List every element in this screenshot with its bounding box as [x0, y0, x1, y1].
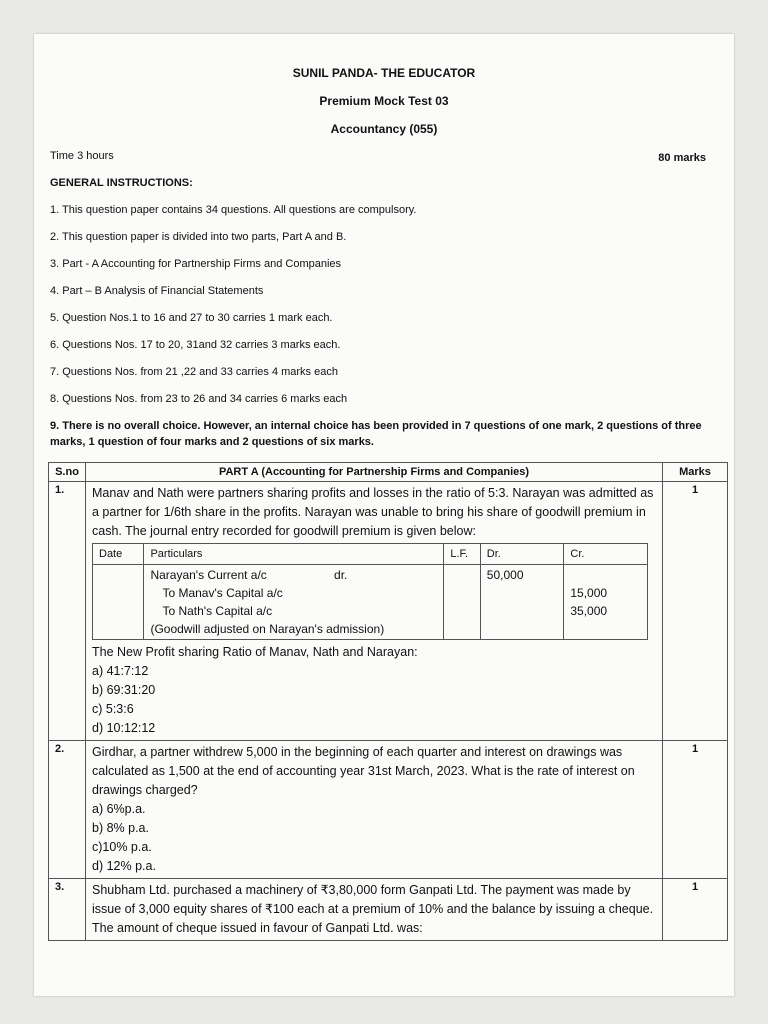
question-paper — [34, 34, 734, 996]
instruction-item: 5. Question Nos.1 to 16 and 27 to 30 carries 1 mark each. — [50, 312, 333, 324]
question-marks: 1 — [663, 741, 728, 879]
instruction-item: 2. This question paper is divided into two parts, Part A and B. — [50, 231, 347, 243]
sno-header: S.no — [49, 463, 86, 482]
journal-date-cell — [93, 565, 144, 640]
option-c: c) 5:3:6 — [92, 702, 134, 716]
journal-entry-table — [92, 543, 648, 640]
question-number: 3. — [49, 879, 86, 941]
part-header: PART A (Accounting for Partnership Firms and Companies) — [86, 463, 663, 482]
instruction-item: 3. Part - A Accounting for Partnership Firms and Companies — [50, 258, 342, 270]
option-a: a) 6%p.a. — [92, 802, 146, 816]
journal-credit-account: To Manav's Capital a/c — [162, 586, 283, 600]
instruction-item: 1. This question paper contains 34 questions. All questions are compulsory. — [50, 204, 417, 216]
journal-dr-cell — [480, 565, 564, 640]
option-b: b) 69:31:20 — [92, 683, 156, 697]
journal-debit-account: Narayan's Current a/c — [150, 568, 267, 582]
option-d: d) 10:12:12 — [92, 721, 156, 735]
option-c: c)10% p.a. — [92, 840, 152, 854]
journal-particulars-cell — [144, 565, 444, 640]
question-cell — [86, 741, 663, 879]
total-marks: 80 marks — [658, 152, 706, 164]
journal-cr-cell — [564, 565, 648, 640]
journal-cr-amount: 15,000 — [570, 586, 608, 600]
question-text: Girdhar, a partner withdrew 5,000 in the beginning of each quarter and interest on drawings was calculated as 1,500 at the end of accounting year 31st March, 2023. What is the rate of interest on drawings charged? — [92, 745, 635, 797]
question-text: Shubham Ltd. purchased a machinery of ₹3,80,000 form Ganpati Ltd. The payment was made by issue of 3,000 equity shares of ₹100 each at a premium of 10% and the balance by issuing a cheque. The amount of cheque issued in favour of Ganpati Ltd. was: — [92, 883, 654, 935]
journal-credit-account: To Nath's Capital a/c — [162, 604, 273, 618]
option-d: d) 12% p.a. — [92, 859, 156, 873]
journal-lf-header: L.F. — [444, 544, 480, 565]
question-marks: 1 — [663, 482, 728, 741]
journal-body-row — [93, 565, 648, 640]
option-b: b) 8% p.a. — [92, 821, 149, 835]
journal-dr-header: Dr. — [480, 544, 564, 565]
journal-date-header: Date — [93, 544, 144, 565]
instruction-item — [50, 418, 725, 450]
journal-dr-amount: 50,000 — [486, 568, 524, 582]
instruction-item: 7. Questions Nos. from 21 ,22 and 33 carries 4 marks each — [50, 366, 338, 378]
question-prompt: The New Profit sharing Ratio of Manav, Nath and Narayan: — [92, 645, 418, 659]
journal-cr-header: Cr. — [564, 544, 648, 565]
marks-header: Marks — [663, 463, 728, 482]
journal-debit-line — [150, 566, 437, 584]
instruction-text: 9. There is no overall choice. However, an internal choice has been provided in 7 questions of one mark, 2 questions of three marks, 1 question of four marks and 2 questions of six marks. — [50, 420, 702, 448]
author-heading: SUNIL PANDA- THE EDUCATOR — [292, 66, 476, 80]
table-row — [49, 879, 728, 941]
question-marks: 1 — [663, 879, 728, 941]
time-allowed: Time 3 hours — [50, 150, 114, 162]
instructions-title: GENERAL INSTRUCTIONS: — [50, 177, 193, 189]
question-text: Manav and Nath were partners sharing profits and losses in the ratio of 5:3. Narayan was admitted as a partner for 1/6th share in the profits. Narayan was unable to bring his share of goodwill premium in cash. The journal entry recorded for goodwill premium is given below: — [92, 486, 654, 538]
question-cell — [86, 482, 663, 741]
option-a: a) 41:7:12 — [92, 664, 149, 678]
question-table — [48, 462, 728, 941]
journal-particulars-header: Particulars — [144, 544, 444, 565]
question-number: 1. — [49, 482, 86, 741]
journal-header-row — [93, 544, 648, 565]
instruction-item: 8. Questions Nos. from 23 to 26 and 34 carries 6 marks each — [50, 393, 348, 405]
table-row — [49, 741, 728, 879]
journal-cr-amount: 35,000 — [570, 604, 608, 618]
instruction-item: 4. Part – B Analysis of Financial Statements — [50, 285, 264, 297]
journal-lf-cell — [444, 565, 480, 640]
table-row — [49, 482, 728, 741]
question-number: 2. — [49, 741, 86, 879]
journal-dr-label: dr. — [334, 568, 348, 582]
journal-narration: (Goodwill adjusted on Narayan's admission) — [150, 622, 385, 636]
test-heading: Premium Mock Test 03 — [319, 94, 449, 108]
question-cell — [86, 879, 663, 941]
instruction-item: 6. Questions Nos. 17 to 20, 31and 32 carries 3 marks each. — [50, 339, 341, 351]
subject-heading: Accountancy (055) — [330, 122, 438, 136]
table-header-row — [49, 463, 728, 482]
